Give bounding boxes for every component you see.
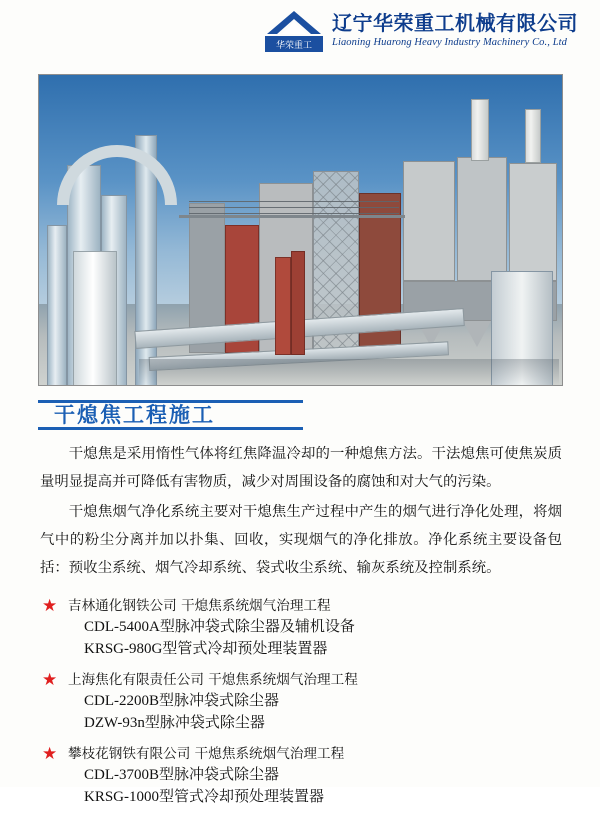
photo-ground-shadow bbox=[139, 359, 559, 385]
huarong-logo-icon bbox=[265, 10, 323, 52]
list-item bbox=[40, 596, 565, 660]
company-logo-block bbox=[265, 10, 578, 52]
photo-canvas bbox=[39, 75, 562, 385]
photo-red-pipe-b bbox=[291, 251, 305, 355]
section-title-row bbox=[38, 400, 303, 430]
project-detail: CDL-2200B型脉冲袋式除尘器 bbox=[84, 693, 280, 709]
photo-stack-b bbox=[525, 109, 541, 163]
photo-stack-a bbox=[471, 99, 489, 161]
photo-hopper-b bbox=[463, 321, 491, 347]
company-name-en: Liaoning Huarong Heavy Industry Machinery Co., Ltd bbox=[332, 37, 568, 49]
company-name-cn: 辽宁华荣重工机械有限公司 bbox=[332, 11, 578, 36]
page-title: 干熄焦工程施工 bbox=[54, 403, 215, 427]
project-detail: CDL-3700B型脉冲袋式除尘器 bbox=[84, 767, 280, 783]
photo-red-pipe-a bbox=[275, 257, 291, 355]
project-list bbox=[40, 596, 565, 818]
paragraph-1: 干熄焦是采用惰性气体将红焦降温冷却的一种熄焦方法。干法熄焦可使焦炭质量明显提高并可降低有害物质，减少对周围设备的腐蚀和对大气的污染。 bbox=[40, 446, 562, 490]
project-detail: DZW-93n型脉冲袋式除尘器 bbox=[84, 714, 265, 731]
project-photo bbox=[38, 74, 563, 386]
star-icon: ★ bbox=[42, 596, 58, 615]
page-header bbox=[0, 0, 600, 62]
photo-foreground-pipe bbox=[73, 251, 117, 385]
body-copy bbox=[40, 440, 562, 584]
project-title: 上海焦化有限责任公司 干熄焦系统烟气治理工程 bbox=[68, 672, 358, 688]
svg-text:华荣重工: 华荣重工 bbox=[275, 41, 313, 51]
star-icon: ★ bbox=[42, 744, 58, 763]
project-detail: KRSG-1000型管式冷却预处理装置器 bbox=[84, 788, 325, 805]
photo-walkway-edge bbox=[179, 215, 405, 218]
paragraph-2: 干熄焦烟气净化系统主要对干熄焦生产过程中产生的烟气进行净化处理，将烟气中的粉尘分离并加以扑集、回收，实现烟气的净化排放。净化系统主要设备包括：预收尘系统、烟气冷却系统、袋式收尘系统、输灰系统及控制系统。 bbox=[40, 504, 562, 576]
list-item bbox=[40, 744, 565, 808]
photo-baghouse-c bbox=[509, 163, 557, 281]
star-icon: ★ bbox=[42, 670, 58, 689]
photo-pipe-left-c bbox=[47, 225, 67, 385]
photo-baghouse-b bbox=[457, 157, 507, 281]
project-title: 吉林通化钢铁公司 干熄焦系统烟气治理工程 bbox=[68, 598, 331, 614]
project-title: 攀枝花钢铁有限公司 干熄焦系统烟气治理工程 bbox=[68, 746, 345, 762]
project-detail: KRSG-980G型管式冷却预处理装置器 bbox=[84, 640, 328, 657]
photo-baghouse-a bbox=[403, 161, 455, 281]
list-item bbox=[40, 670, 565, 734]
project-detail: CDL-5400A型脉冲袋式除尘器及辅机设备 bbox=[84, 619, 355, 635]
company-name-block bbox=[332, 13, 578, 48]
